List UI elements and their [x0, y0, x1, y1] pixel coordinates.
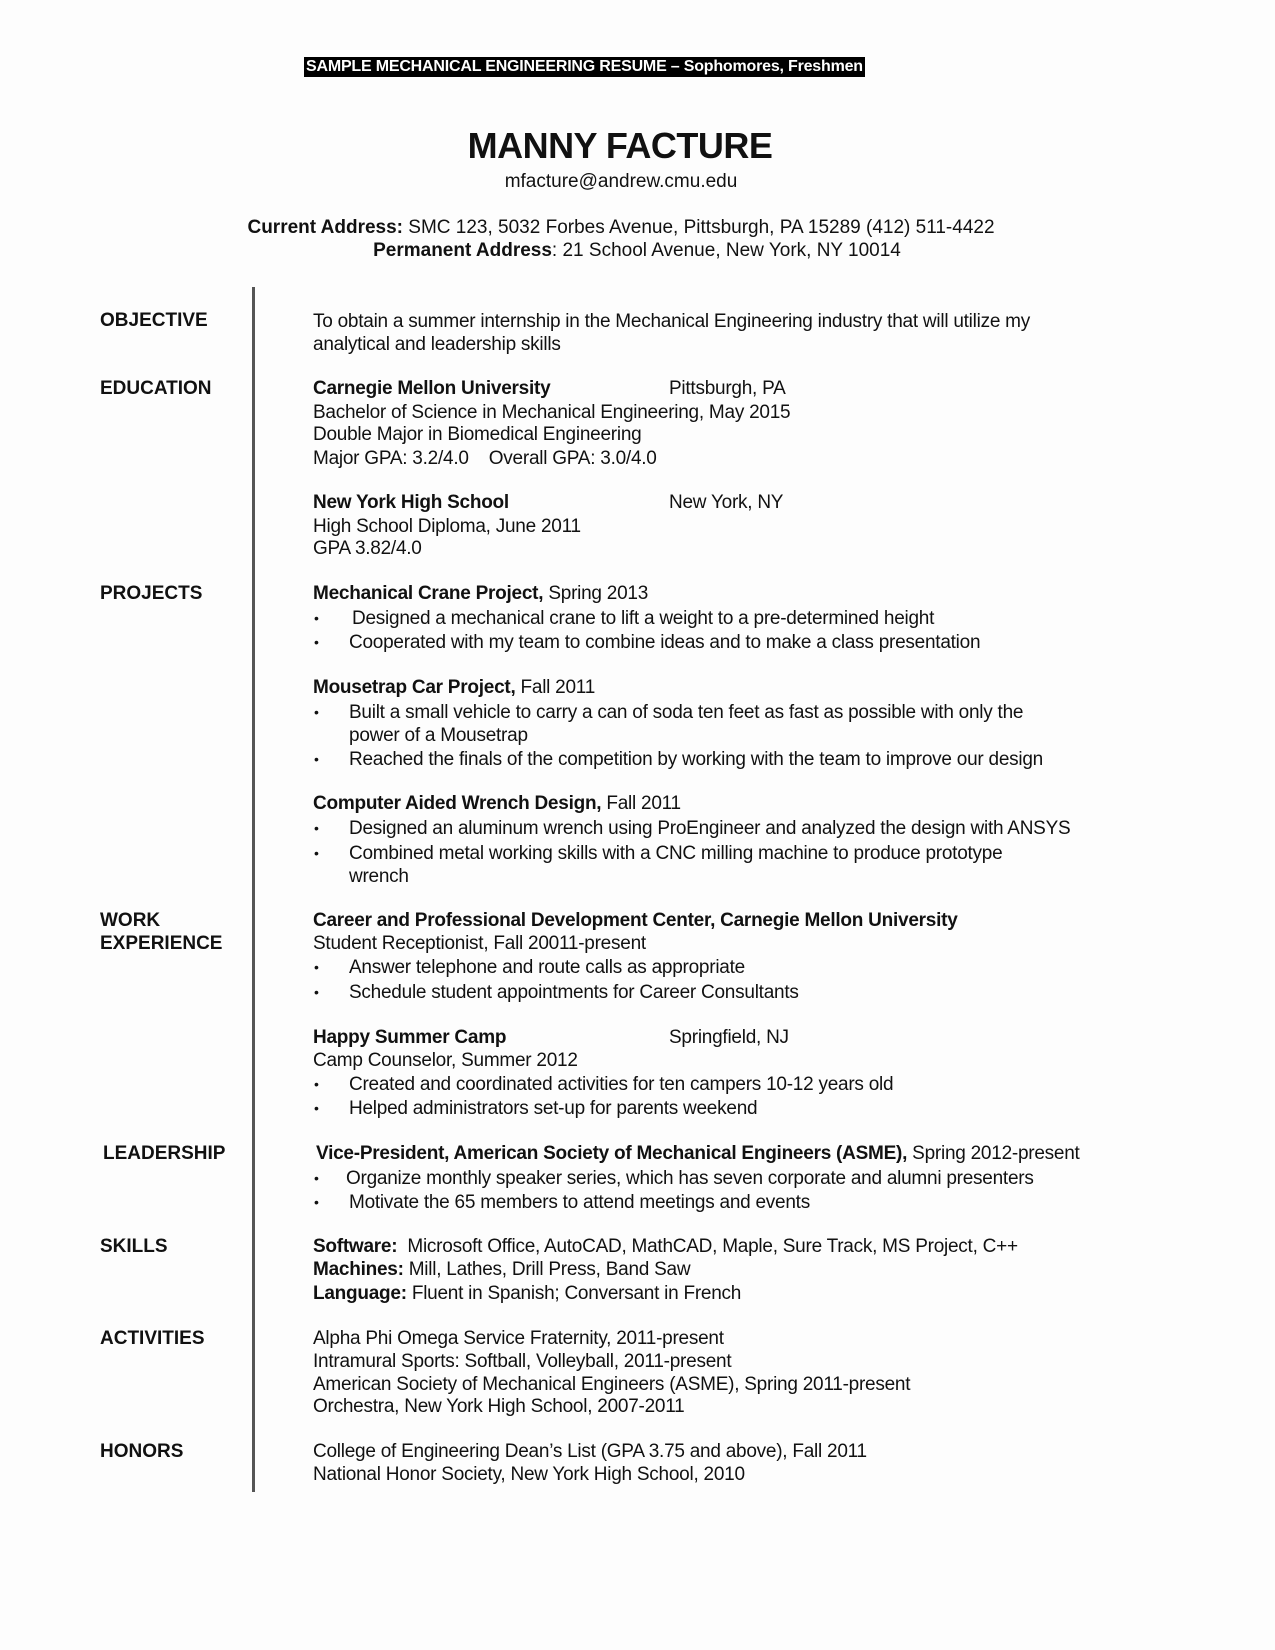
objective-line: analytical and leadership skills — [313, 334, 561, 355]
permanent-address-value: : 21 School Avenue, New York, NY 10014 — [551, 240, 901, 261]
bullet-icon: • — [314, 751, 319, 767]
project-date: Fall 2011 — [515, 677, 596, 698]
honor-line: College of Engineering Dean’s List (GPA 3.75 and above), Fall 2011 — [313, 1441, 867, 1462]
project-bullet: Designed a mechanical crane to lift a weight to a pre-determined height — [352, 608, 935, 629]
project-bullet-continuation: wrench — [349, 866, 409, 887]
project-bullet: Built a small vehicle to carry a can of soda ten feet as fast as possible with only the — [349, 702, 1024, 723]
project-name: Mousetrap Car Project, — [313, 677, 516, 698]
bullet-icon: • — [314, 959, 319, 975]
project-bullet: Cooperated with my team to combine ideas and to make a class presentation — [349, 632, 981, 653]
job-bullet: Created and coordinated activities for ten campers 10-12 years old — [349, 1074, 894, 1095]
school-name: New York High School — [313, 492, 509, 513]
skill-row — [313, 1282, 741, 1305]
leadership-bullet: Organize monthly speaker series, which has seven corporate and alumni presenters — [346, 1168, 1034, 1189]
school-location: Pittsburgh, PA — [669, 378, 786, 399]
school-location: New York, NY — [669, 492, 784, 513]
permanent-address — [16, 239, 1258, 262]
project-title — [313, 582, 648, 605]
section-divider-line — [252, 287, 255, 1492]
activities-heading: ACTIVITIES — [100, 1328, 205, 1349]
project-name: Computer Aided Wrench Design, — [313, 793, 602, 814]
education-line: Major GPA: 3.2/4.0 Overall GPA: 3.0/4.0 — [313, 448, 657, 469]
project-bullet-continuation: power of a Mousetrap — [349, 725, 528, 746]
leadership-heading: LEADERSHIP — [103, 1143, 226, 1164]
skill-label: Software: — [313, 1236, 398, 1257]
job-bullet: Answer telephone and route calls as appropriate — [349, 957, 745, 978]
job-bullet: Schedule student appointments for Career Consultants — [349, 982, 799, 1003]
project-bullet: Reached the finals of the competition by working with the team to improve our design — [349, 749, 1043, 770]
bullet-icon: • — [314, 820, 319, 836]
current-address-label: Current Address: — [247, 217, 404, 238]
email: mfacture@andrew.cmu.edu — [504, 171, 738, 192]
bullet-icon: • — [314, 704, 319, 720]
permanent-address-label: Permanent Address — [373, 240, 552, 261]
honors-heading: HONORS — [100, 1441, 184, 1462]
document-banner: SAMPLE MECHANICAL ENGINEERING RESUME – Sophomores, Freshmen — [306, 58, 863, 75]
activity-line: American Society of Mechanical Engineers (ASME), Spring 2011-present — [313, 1374, 911, 1395]
bullet-icon: • — [314, 1076, 319, 1092]
honor-line: National Honor Society, New York High School, 2010 — [313, 1464, 745, 1485]
leadership-date: Spring 2012-present — [907, 1143, 1080, 1164]
project-bullet: Combined metal working skills with a CNC milling machine to produce prototype — [349, 843, 1003, 864]
bullet-icon: • — [314, 1170, 319, 1186]
bullet-icon: • — [314, 634, 319, 650]
bullet-icon: • — [314, 845, 319, 861]
project-title — [313, 792, 681, 815]
leadership-role: Vice-President, American Society of Mechanical Engineers (ASME), — [316, 1143, 908, 1164]
education-heading: EDUCATION — [100, 378, 212, 399]
bullet-icon: • — [314, 1100, 319, 1116]
candidate-name: MANNY FACTURE — [467, 125, 773, 166]
job-bullet: Helped administrators set-up for parents weekend — [349, 1098, 758, 1119]
activity-line: Intramural Sports: Softball, Volleyball, 2011-present — [313, 1351, 732, 1372]
skill-value: Fluent in Spanish; Conversant in French — [406, 1283, 742, 1304]
skill-row — [313, 1258, 690, 1281]
job-role: Camp Counselor, Summer 2012 — [313, 1050, 578, 1071]
education-line: Double Major in Biomedical Engineering — [313, 424, 642, 445]
project-bullet: Designed an aluminum wrench using ProEngineer and analyzed the design with ANSYS — [349, 818, 1071, 839]
objective-heading: OBJECTIVE — [100, 310, 208, 331]
skill-label: Machines: — [313, 1259, 404, 1280]
activity-line: Alpha Phi Omega Service Fraternity, 2011-present — [313, 1328, 724, 1349]
education-line: Bachelor of Science in Mechanical Engineering, May 2015 — [313, 402, 791, 423]
projects-heading: PROJECTS — [100, 583, 203, 604]
job-location: Springfield, NJ — [669, 1027, 789, 1048]
bullet-icon: • — [314, 984, 319, 1000]
current-address — [0, 216, 1242, 239]
leadership-title — [316, 1142, 1080, 1165]
employer: Career and Professional Development Center, Carnegie Mellon University — [313, 910, 958, 931]
education-line: High School Diploma, June 2011 — [313, 516, 581, 537]
bullet-icon: • — [314, 1194, 319, 1210]
project-name: Mechanical Crane Project, — [313, 583, 544, 604]
work-heading: WORK — [100, 910, 161, 931]
project-title — [313, 676, 595, 699]
skills-heading: SKILLS — [100, 1236, 168, 1257]
work-heading: EXPERIENCE — [100, 933, 223, 954]
skill-value: Mill, Lathes, Drill Press, Band Saw — [403, 1259, 691, 1280]
leadership-bullet: Motivate the 65 members to attend meetings and events — [349, 1192, 810, 1213]
employer: Happy Summer Camp — [313, 1027, 507, 1048]
school-name: Carnegie Mellon University — [313, 378, 551, 399]
activity-line: Orchestra, New York High School, 2007-2011 — [313, 1396, 685, 1417]
job-role: Student Receptionist, Fall 20011-present — [313, 933, 646, 954]
education-line: GPA 3.82/4.0 — [313, 538, 422, 559]
skill-row — [313, 1235, 1018, 1258]
current-address-value: SMC 123, 5032 Forbes Avenue, Pittsburgh, PA 15289 (412) 511-4422 — [403, 217, 995, 238]
project-date: Fall 2011 — [601, 793, 681, 814]
project-date: Spring 2013 — [543, 583, 649, 604]
objective-line: To obtain a summer internship in the Mechanical Engineering industry that will utilize my — [313, 311, 1030, 332]
skill-label: Language: — [313, 1283, 407, 1304]
bullet-icon: • — [314, 610, 319, 626]
skill-value: Microsoft Office, AutoCAD, MathCAD, Maple, Sure Track, MS Project, C++ — [397, 1236, 1018, 1257]
